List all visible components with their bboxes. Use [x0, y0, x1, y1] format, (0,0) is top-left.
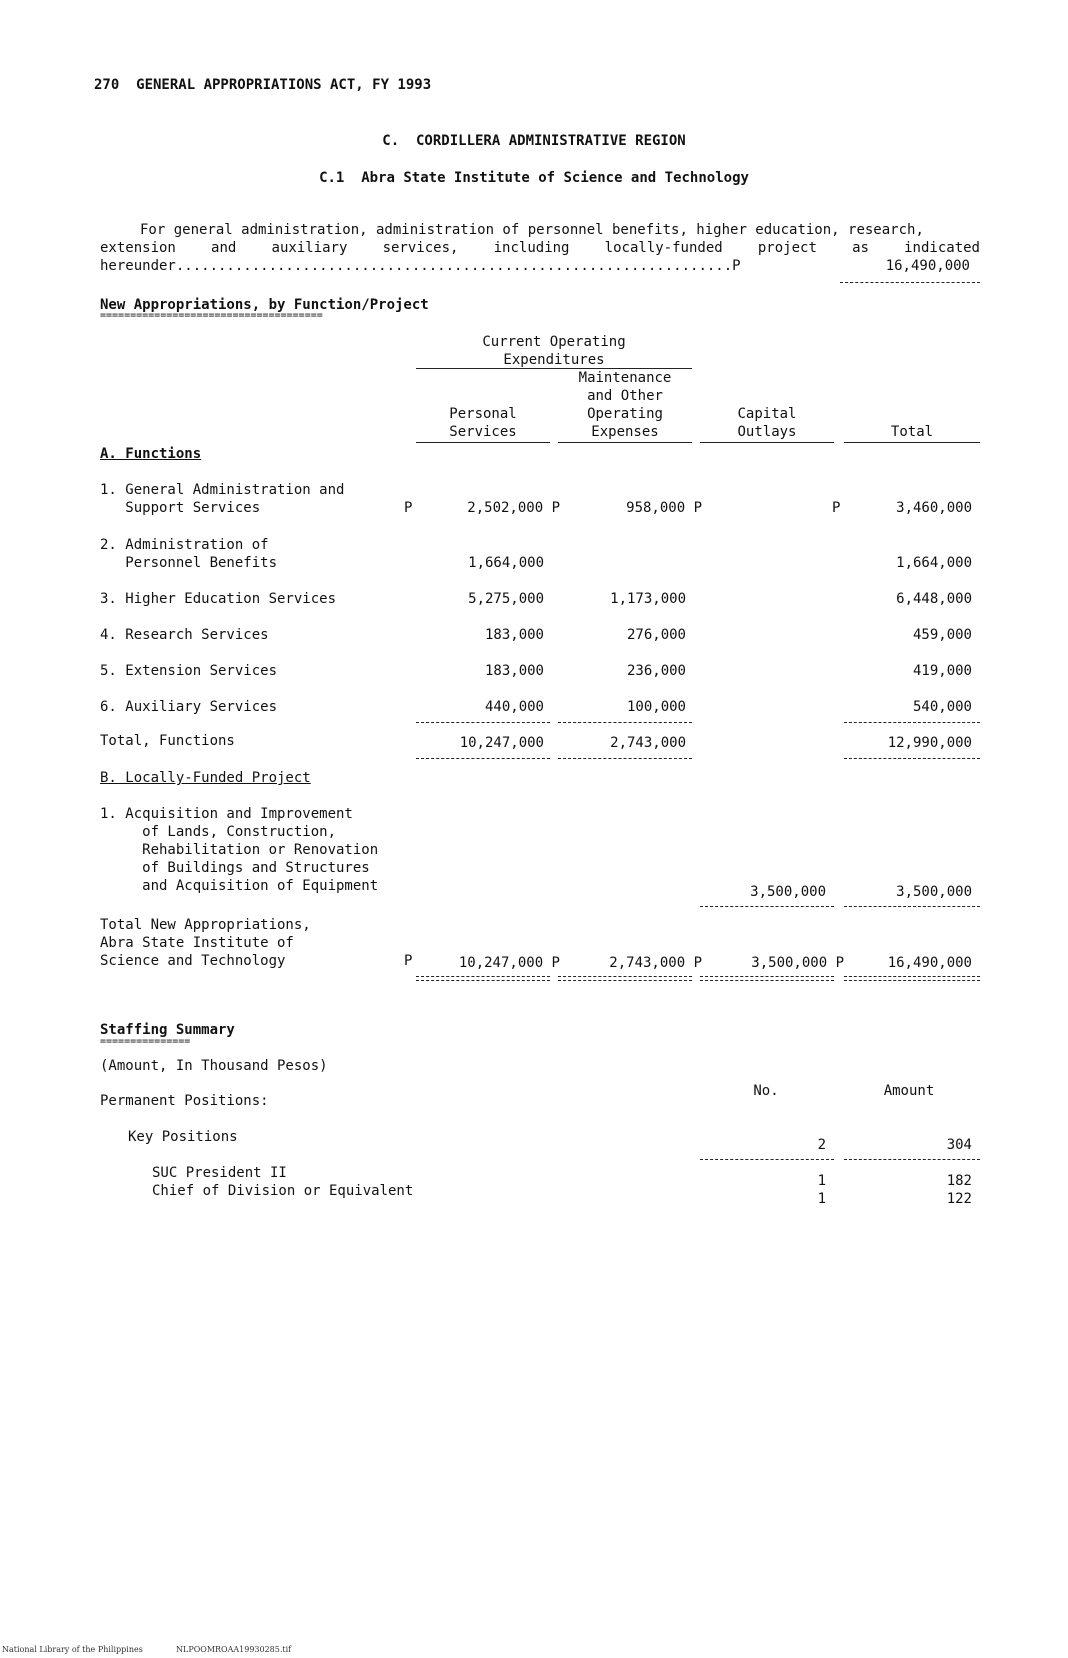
ps-value: 183,000 [484, 627, 544, 643]
subtotal-rule [844, 722, 980, 723]
col-ps-2: Services [449, 424, 517, 440]
col-ps-1: Personal [449, 406, 517, 422]
function-label: 2. Administration of [100, 537, 269, 553]
total-value: 1,664,000 [896, 555, 972, 571]
position-amount: 122 [946, 1191, 972, 1207]
key-positions-no: 2 [817, 1137, 826, 1153]
mooe-value: 958,000 P [626, 500, 702, 516]
function-label: 3. Higher Education Services [100, 591, 337, 607]
col-total: Total [890, 424, 934, 440]
double-rule [558, 976, 692, 981]
function-label-cont: Support Services [100, 500, 261, 516]
purpose-amount: 16,490,000 [885, 258, 970, 274]
running-head: 270 GENERAL APPROPRIATIONS ACT, FY 1993 [94, 77, 432, 93]
total-value: 459,000 [912, 627, 972, 643]
mooe-value: 2,743,000 [610, 735, 686, 751]
double-rule [844, 976, 980, 981]
co-value: 3,500,000 P [751, 955, 844, 971]
grand-total-label: Total New Appropriations, [100, 917, 311, 933]
peso-sign: P [404, 500, 413, 516]
subtotal-rule [416, 758, 550, 759]
function-label: 5. Extension Services [100, 663, 278, 679]
region-title: C. CORDILLERA ADMINISTRATIVE REGION [382, 133, 686, 149]
ps-value: 10,247,000 P [458, 955, 560, 971]
col-group-header-2: Expenditures [503, 352, 605, 368]
mooe-value: 2,743,000 P [609, 955, 702, 971]
function-label-cont: Personnel Benefits [100, 555, 278, 571]
ps-value: 10,247,000 [459, 735, 544, 751]
mooe-value: 1,173,000 [610, 591, 686, 607]
key-positions-label: Key Positions [128, 1129, 238, 1145]
purpose-line-1: For general administration, administration of personnel benefits, higher education, research, [140, 222, 924, 238]
project-label: Rehabilitation or Renovation [100, 842, 379, 858]
purpose-word: project [757, 240, 817, 256]
col-ps-rule [416, 442, 550, 443]
purpose-word: including [493, 240, 570, 256]
total-value: 6,448,000 [896, 591, 972, 607]
col-amount: Amount [883, 1083, 935, 1099]
subtotal-rule [700, 906, 834, 907]
subtotal-rule [844, 1159, 980, 1160]
purpose-word: auxiliary [271, 240, 348, 256]
col-mooe-rule [558, 442, 692, 443]
mooe-value: 236,000 [626, 663, 686, 679]
total-value: 3,460,000 [896, 500, 972, 516]
mooe-value: 100,000 [626, 699, 686, 715]
col-mooe-3: Operating [587, 406, 663, 422]
project-label: and Acquisition of Equipment [100, 878, 379, 894]
mooe-value: 276,000 [626, 627, 686, 643]
new-appropriations-underline: ===================================== [100, 310, 323, 321]
footer-file: NLPOOMROAA19930285.tif [176, 1645, 292, 1654]
col-mooe-2: and Other [587, 388, 663, 404]
staffing-unit: (Amount, In Thousand Pesos) [100, 1058, 328, 1074]
position-no: 1 [817, 1191, 826, 1207]
new-appropriations-heading: New Appropriations, by Function/Project [100, 297, 429, 313]
project-label: of Lands, Construction, [100, 824, 337, 840]
grand-total-label: Abra State Institute of [100, 935, 294, 951]
col-group-header: Current Operating [482, 334, 626, 350]
staffing-heading: Staffing Summary [100, 1022, 235, 1038]
position-no: 1 [817, 1173, 826, 1189]
functions-heading: A. Functions [100, 446, 202, 462]
subtotal-rule [844, 758, 980, 759]
col-no: No. [753, 1083, 779, 1099]
agency-title: C.1 Abra State Institute of Science and Technology [319, 170, 749, 186]
total-value: 540,000 [912, 699, 972, 715]
staffing-underline: =============== [100, 1036, 191, 1047]
footer-library: National Library of the Philippines [2, 1645, 143, 1654]
purpose-word: as [852, 240, 869, 256]
total-value: 16,490,000 [887, 955, 972, 971]
co-value: 3,500,000 [750, 884, 826, 900]
position-amount: 182 [946, 1173, 972, 1189]
peso-sign: P [404, 953, 413, 969]
permanent-positions-label: Permanent Positions: [100, 1093, 269, 1109]
function-label: 6. Auxiliary Services [100, 699, 278, 715]
col-co-2: Outlays [737, 424, 797, 440]
purpose-word: services, [382, 240, 459, 256]
subtotal-rule [558, 722, 692, 723]
ps-value: 183,000 [484, 663, 544, 679]
subtotal-rule [558, 758, 692, 759]
ps-value: 1,664,000 [468, 555, 544, 571]
subtotal-rule [844, 906, 980, 907]
subtotal-rule [416, 722, 550, 723]
peso-sign: P [832, 500, 841, 516]
purpose-word: extension [100, 240, 176, 256]
col-mooe-4: Expenses [591, 424, 659, 440]
double-rule [416, 976, 550, 981]
function-label: 1. General Administration and [100, 482, 345, 498]
total-value: 12,990,000 [887, 735, 972, 751]
amount-rule [840, 282, 980, 283]
purpose-line-3-leader: hereunder..................................................................P [100, 258, 741, 274]
total-functions-label: Total, Functions [100, 733, 235, 749]
project-label: 1. Acquisition and Improvement [100, 806, 353, 822]
key-positions-amount: 304 [946, 1137, 972, 1153]
ps-value: 440,000 [484, 699, 544, 715]
subtotal-rule [700, 1159, 834, 1160]
project-heading: B. Locally-Funded Project [100, 770, 311, 786]
total-value: 419,000 [912, 663, 972, 679]
purpose-word: indicated [904, 240, 980, 256]
col-mooe-1: Maintenance [578, 370, 672, 386]
total-value: 3,500,000 [896, 884, 972, 900]
purpose-word: locally-funded [604, 240, 723, 256]
project-label: of Buildings and Structures [100, 860, 370, 876]
position-label: SUC President II [152, 1165, 287, 1181]
purpose-line-2 [100, 239, 980, 257]
ps-value: 2,502,000 P [467, 500, 560, 516]
double-rule [700, 976, 834, 981]
ps-value: 5,275,000 [468, 591, 544, 607]
col-total-rule [844, 442, 980, 443]
purpose-word: and [211, 240, 237, 256]
function-label: 4. Research Services [100, 627, 269, 643]
position-label: Chief of Division or Equivalent [152, 1183, 414, 1199]
col-co-1: Capital [737, 406, 797, 422]
grand-total-label: Science and Technology [100, 953, 286, 969]
col-co-rule [700, 442, 834, 443]
